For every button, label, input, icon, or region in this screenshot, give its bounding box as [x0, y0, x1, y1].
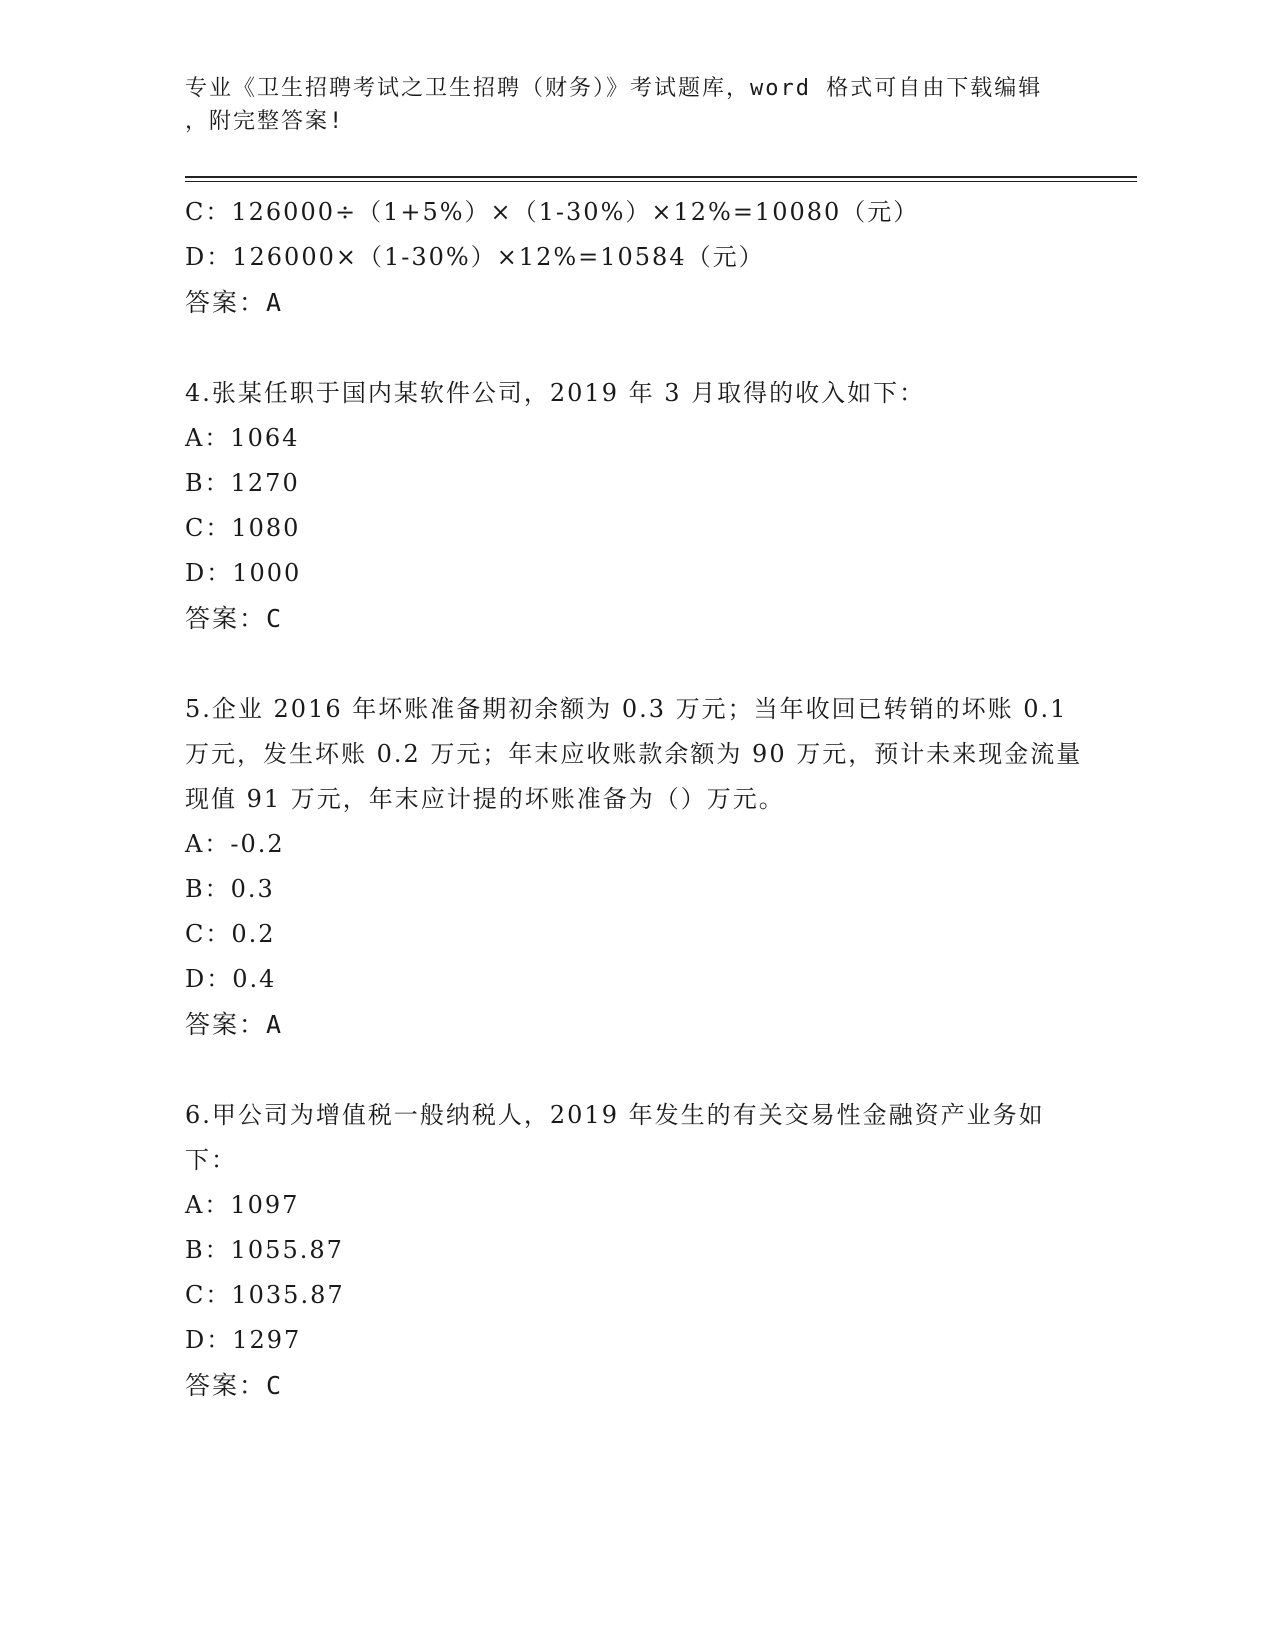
question-6	[185, 1093, 1085, 1408]
option-a: A：1064	[185, 424, 300, 452]
answer-line: 答案：A	[185, 1010, 284, 1039]
option-d: D：0.4	[185, 965, 277, 993]
question-text: 6.甲公司为增值税一般纳税人，2019 年发生的有关交易性金融资产业务如下：	[185, 1101, 1045, 1174]
spacer	[185, 1047, 1085, 1093]
question-text: 4.张某任职于国内某软件公司，2019 年 3 月取得的收入如下：	[185, 379, 926, 407]
option-b: B：0.3	[185, 875, 275, 903]
option-c: C：126000÷（1+5%）×（1-30%）×12%=10080（元）	[185, 198, 920, 226]
option-d: D：126000×（1-30%）×12%=10584（元）	[185, 243, 765, 271]
header-divider-thin	[185, 181, 1137, 182]
option-c: C：0.2	[185, 920, 276, 948]
option-a: A：1097	[185, 1191, 300, 1219]
option-d: D：1000	[185, 559, 302, 587]
spacer	[185, 641, 1085, 687]
option-c: C：1080	[185, 514, 301, 542]
question-text: 5.企业 2016 年坏账准备期初余额为 0.3 万元；当年收回已转销的坏账 0.1 万元，发生坏账 0.2 万元；年末应收账款余额为 90 万元，预计未来现金流量现值 91 万元，年末应计提的坏账准备为（）万元。	[185, 695, 1083, 813]
option-c: C：1035.87	[185, 1281, 345, 1309]
answer-line: 答案：A	[185, 288, 284, 317]
header-divider-thick	[185, 176, 1137, 178]
question-5	[185, 687, 1085, 1047]
option-d: D：1297	[185, 1326, 302, 1354]
header-title-line: 专业《卫生招聘考试之卫生招聘（财务）》考试题库，word 格式可自由下载编辑	[185, 76, 1043, 101]
option-b: B：1270	[185, 469, 300, 497]
header-title-continuation: ，附完整答案!	[185, 109, 345, 134]
question-partial	[185, 190, 1085, 325]
document-header	[185, 72, 1085, 138]
option-b: B：1055.87	[185, 1236, 344, 1264]
answer-line: 答案：C	[185, 604, 284, 633]
spacer	[185, 325, 1085, 371]
document-body	[185, 190, 1085, 1408]
answer-line: 答案：C	[185, 1371, 284, 1400]
question-4	[185, 371, 1085, 641]
option-a: A：-0.2	[185, 830, 285, 858]
